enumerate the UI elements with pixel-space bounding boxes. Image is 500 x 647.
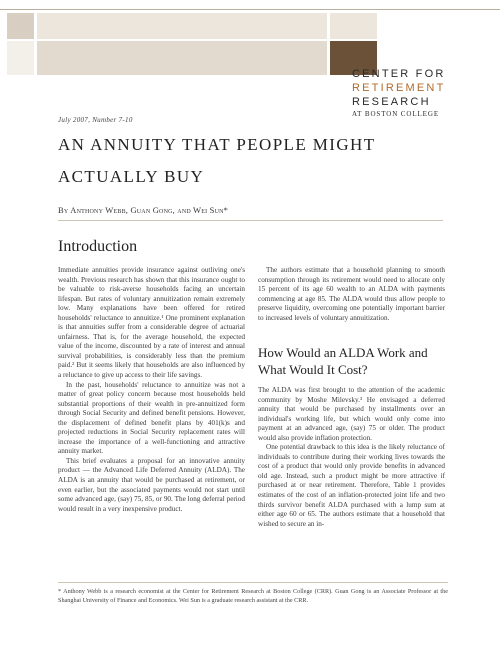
footnote-divider	[58, 582, 448, 583]
org-line-2: RETIREMENT	[352, 82, 446, 94]
section-heading-introduction: Introduction	[58, 238, 138, 255]
paragraph: One potential drawback to this idea is the likely reluctance of individuals to contribute during their working lives towards the cost of a product that would only provide benefits in advanced old age. Instead, such a product might be more attractive if purchased at or near retirement. Therefore, Table 1 provides estimates of the cost of an inflation-protected joint life and two thirds survivor benefit ALDA purchased with a lump sum at either age 60 or 65. The authors estimate that a household that wished to secure an in-	[258, 443, 445, 528]
title-line-2: ACTUALLY BUY	[58, 167, 205, 186]
org-line-1: CENTER FOR	[352, 68, 446, 80]
org-logo-text	[352, 68, 500, 119]
column-right-bottom	[258, 386, 445, 529]
logo-pattern-bottom	[7, 41, 377, 75]
page-title	[58, 129, 438, 193]
section-heading-alda: How Would an ALDA Work and What Would It Cost?	[258, 345, 428, 377]
org-line-3: RESEARCH	[352, 96, 431, 108]
issue-info: July 2007, Number 7-10	[58, 116, 133, 124]
paragraph: In the past, households' reluctance to annuitize was not a matter of great policy concern because most households held substantial proportions of their wealth in pre-annuitized form through Social Security and defined benefit pensions. However, the displacement of defined benefit plans by 401(k)s and projected reductions in Social Security replacement rates will increase the importance of a well-functioning and attractive annuity market.	[58, 380, 245, 456]
logo-pattern-top	[7, 13, 377, 39]
byline: By Anthony Webb, Guan Gong, and Wei Sun*	[58, 205, 229, 215]
column-left	[58, 266, 245, 514]
paragraph: The ALDA was first brought to the attention of the academic community by Moshe Milevsky.³ He envisaged a deferred annuity that would be purchased by installments over an individual's working life, but which would only come into payment at an advanced age, (say) 75 or older. The product would also provide inflation protection.	[258, 386, 445, 442]
paragraph: This brief evaluates a proposal for an innovative annuity product — the Advanced Life Deferred Annuity (ALDA). The ALDA is an annuity that would be purchased at retirement, or even earlier, but the associated payments would not start until some advanced age, (say) 75, 85, or 90. The long deferral period would result in a very inexpensive product.	[58, 456, 245, 513]
footnote: * Anthony Webb is a research economist at the Center for Retirement Research at Boston College (CRR). Guan Gong is an Associate Professor at the Shanghai University of Finance and Economics. Wei Sun is a graduate research assistant at the CRR.	[58, 588, 448, 604]
paragraph: The authors estimate that a household planning to smooth consumption through its retirement would need to allocate only 15 percent of its age 60 wealth to an ALDA with payments commencing at age 85. The ALDA would thus allow people to preserve liquidity, overcoming one potentially important barrier to increased levels of voluntary annuitization.	[258, 266, 445, 322]
divider	[58, 220, 443, 221]
title-line-1: AN ANNUITY THAT PEOPLE MIGHT	[58, 135, 376, 154]
column-right-top	[258, 266, 445, 323]
paragraph: Immediate annuities provide insurance against outliving one's wealth. Previous research has shown that this insurance ought to be valuable to risk-averse households facing an uncertain lifespan. But rates of voluntary annuitization remain extremely low. Many explanations have been offered for retired households' reluctance to annuitize.¹ One prominent explanation is that annuities suffer from a considerable degree of actuarial unfairness. That is, for the average household, the expected value of the income, discounted by a rate of interest and annual survival probabilities, is considerably less than the premium paid.² But it seems likely that households are also influenced by a reluctance to give up access to their life savings.	[58, 266, 245, 380]
top-rule	[0, 9, 500, 10]
org-line-4: AT BOSTON COLLEGE	[352, 110, 439, 118]
